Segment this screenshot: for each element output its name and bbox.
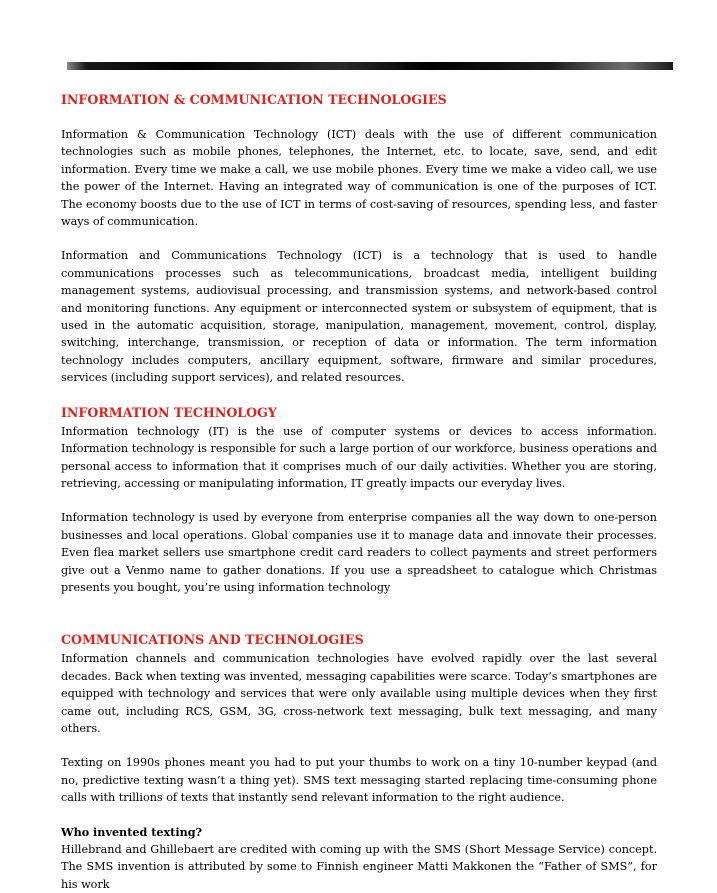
document-body [61, 90, 657, 893]
paragraph-comm-3: Hillebrand and Ghillebaert are credited with coming up with the SMS (Short Message Service) concept. The SMS invention is attributed by some to Finnish engineer Matti Makkonen the “Father of SMS”, for his work [61, 843, 657, 891]
section-heading-communications: COMMUNICATIONS AND TECHNOLOGIES [61, 632, 364, 648]
paragraph-it-1: Information technology (IT) is the use of computer systems or devices to access information. Information technology is responsible for such a large portion of our workforce, business operations and personal access to information that it comprises much of our daily activities. Whether you are storing, retrieving, accessing or manipulating information, IT greatly impacts our everyday lives. [61, 424, 657, 490]
paragraph-comm-1: Information channels and communication technologies have evolved rapidly over the last several decades. Back when texting was invented, messaging capabilities were scarce. Today’s smartphones are equipped with technology and services that were only available using multiple devices when they first came out, including RCS, GSM, 3G, cross-network text messaging, bulk text messaging, and many others. [61, 652, 657, 735]
section-heading-ict: INFORMATION & COMMUNICATION TECHNOLOGIES [61, 92, 447, 107]
paragraph-it-2: Information technology is used by everyone from enterprise companies all the way down to one-person businesses and local operations. Global companies use it to manage data and innovate their processes. Even flea market sellers use smartphone credit card readers to collect payments and street performers give out a Venmo name to gather donations. If you use a spreadsheet to catalogue which Christmas presents you bought, you’re using information technology [61, 511, 657, 594]
header-rule [67, 62, 673, 70]
paragraph-ict-1: Information & Communication Technology (ICT) deals with the use of different communication technologies such as mobile phones, telephones, the Internet, etc. to locate, save, send, and edit information. Every time we make a call, we use mobile phones. Every time we make a video call, we use the power of the Internet. Having an integrated way of communication is one of the purposes of ICT. The economy boosts due to the use of ICT in terms of cost-saving of resources, spending less, and faster ways of communication. [61, 128, 657, 229]
subheading-who-invented-texting: Who invented texting? [61, 824, 203, 839]
paragraph-comm-2: Texting on 1990s phones meant you had to put your thumbs to work on a tiny 10-number keypad (and no, predictive texting wasn’t a thing yet). SMS text messaging started replacing time-consuming phone calls with trillions of texts that instantly send relevant information to the right audience. [61, 756, 657, 805]
paragraph-ict-2: Information and Communications Technology (ICT) is a technology that is used to handle communications processes such as telecommunications, broadcast media, intelligent building management systems, audiovisual processing, and transmission systems, and network-based control and monitoring functions. Any equipment or interconnected system or subsystem of equipment, that is used in the automatic acquisition, storage, manipulation, management, movement, control, display, switching, interchange, transmission, or reception of data or information. The term information technology includes computers, ancillary equipment, software, firmware and similar procedures, services (including support services), and related resources. [61, 249, 657, 385]
section-heading-it: INFORMATION TECHNOLOGY [61, 404, 277, 420]
